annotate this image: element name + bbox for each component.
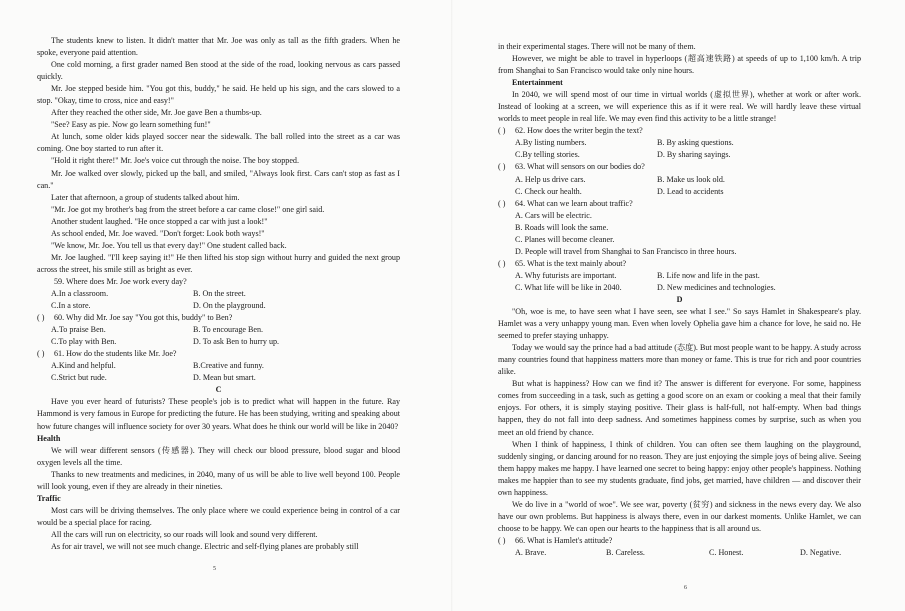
question-62: [498, 125, 861, 137]
answer-bracket[interactable]: ( ): [498, 258, 506, 268]
option-b: B. By asking questions.: [657, 138, 734, 148]
question-59-options: [37, 288, 400, 312]
answer-bracket[interactable]: ( ): [498, 126, 506, 136]
passage-paragraph: But what is happiness? How can we find it? The answer is different for everyone. For some, happiness comes from succeeding in a task, such as getting a good score on an exam or cooking a meal that their family enjoys. For others, it is simply staying positive. Their glass is half-full, not half-empty. When bad things happen, they do not fall into deep sadness. And sometimes happiness comes by surprise, such as when you meet an old friend by chance.: [498, 379, 861, 437]
question-number: 64: [515, 198, 524, 208]
passage-paragraph: We do live in a "world of woe". We see war, poverty (贫穷) and sickness in the news every day. We also have our own problems. But happiness is always there, even in our darkest moments. Unlike Hamlet, we can choose to be happy. We can open our hearts to the happiness that is all around us.: [498, 499, 861, 533]
option-b: B. Roads will look the same.: [515, 222, 609, 232]
answer-bracket[interactable]: ( ): [498, 162, 506, 172]
passage-paragraph: As school ended, Mr. Joe waved. "Don't forget: Look both ways!": [51, 228, 265, 238]
passage-paragraph: "We know, Mr. Joe. You tell us that every day!" One student called back.: [51, 240, 287, 250]
passage-paragraph: After they reached the other side, Mr. Joe gave Ben a thumbs-up.: [51, 108, 262, 118]
question-text: . How does the writer begin the text?: [523, 126, 643, 136]
option-b: B. Make us look old.: [657, 174, 725, 184]
right-page: [452, 0, 905, 611]
right-column: [498, 41, 861, 559]
left-page: [0, 0, 452, 611]
answer-bracket[interactable]: ( ): [37, 313, 45, 323]
question-text: . Where does Mr. Joe work every day?: [62, 276, 187, 286]
question-text: . How do the students like Mr. Joe?: [62, 349, 177, 359]
health-paragraph: Thanks to new treatments and medicines, in 2040, many of us will be able to live well beyond 100. People will look young, even if they are already in their nineties.: [37, 469, 400, 491]
passage-paragraph: "Mr. Joe got my brother's bag from the street before a car came close!" one girl said.: [51, 204, 325, 214]
question-number: 59: [54, 276, 63, 286]
question-64-options: [498, 210, 861, 258]
option-c: C.To play with Ben.: [51, 337, 117, 347]
option-d: D. Mean but smart.: [193, 373, 256, 383]
option-d: D. People will travel from Shanghai to San Francisco in three hours.: [515, 246, 737, 256]
question-61: [37, 348, 400, 360]
question-number: 63: [515, 162, 524, 172]
traffic-paragraph: As for air travel, we will not see much change. Electric and self-flying planes are probably still: [51, 541, 359, 551]
option-b: B.Creative and funny.: [193, 361, 264, 371]
question-66: [498, 535, 861, 547]
page-number: 5: [213, 566, 216, 572]
option-a: A. Brave.: [515, 547, 547, 557]
option-d: D. To ask Ben to hurry up.: [193, 337, 280, 347]
question-60: [37, 312, 400, 324]
question-text: . What will sensors on our bodies do?: [523, 162, 645, 172]
question-text: . What is the text mainly about?: [523, 258, 627, 268]
question-59: [37, 276, 400, 288]
question-65-options: [498, 270, 861, 294]
question-63-options: [498, 174, 861, 198]
passage-paragraph: One cold morning, a first grader named Ben stood at the side of the road, looking nervous as cars passed quickly.: [37, 60, 400, 82]
question-number: 65: [515, 258, 524, 268]
option-b: B. Life now and life in the past.: [657, 270, 760, 280]
passage-paragraph: Later that afternoon, a group of students talked about him.: [51, 192, 240, 202]
question-60-options: [37, 324, 400, 348]
option-c: C.In a store.: [51, 301, 91, 311]
section-d-heading: D: [676, 294, 683, 304]
option-a: A. Why futurists are important.: [515, 270, 617, 280]
passage-paragraph: Mr. Joe stepped beside him. "You got this, buddy," he said. He held up his sign, and the cars slowed to a stop. "Okay, time to cross, nice and easy!": [37, 84, 400, 106]
option-b: B. Careless.: [606, 547, 645, 557]
entertainment-heading: Entertainment: [512, 78, 563, 88]
question-number: 66: [515, 535, 524, 545]
option-a: A.Kind and helpful.: [51, 361, 116, 371]
passage-paragraph: At lunch, some older kids played soccer near the sidewalk. The ball rolled into the street as a car was coming. One boy started to run after it.: [37, 132, 400, 154]
left-column: [37, 35, 400, 553]
question-number: 61: [54, 349, 63, 359]
question-text: . What is Hamlet's attitude?: [523, 535, 613, 545]
question-number: 62: [515, 126, 524, 136]
option-b: B. To encourage Ben.: [193, 325, 264, 335]
passage-paragraph: "See? Easy as pie. Now go learn something fun!": [51, 120, 211, 130]
option-d: D. Lead to accidents: [657, 186, 724, 196]
section-c-heading: C: [215, 385, 222, 395]
question-text: . What can we learn about traffic?: [523, 198, 633, 208]
option-c: C.By telling stories.: [515, 150, 580, 160]
option-a: A. Help us drive cars.: [515, 174, 586, 184]
passage-paragraph: "Oh, woe is me, to have seen what I have seen, see what I see." So says Hamlet in Shakespeare's play. Hamlet was a very unhappy young man. Even when lovely Ophelia gave him a chance for love, he said no. He seemed to prefer staying unhappy.: [498, 307, 861, 341]
health-paragraph: We will wear different sensors (传感器). They will check our blood pressure, blood sugar and blood oxygen levels all the time.: [37, 445, 400, 467]
option-a: A.To praise Ben.: [51, 325, 106, 335]
traffic-paragraph: All the cars will run on electricity, so our roads will look and sound very different.: [51, 529, 318, 539]
question-64: [498, 198, 861, 210]
answer-bracket[interactable]: [37, 276, 54, 288]
option-d: D. On the playground.: [193, 301, 266, 311]
question-63: [498, 161, 861, 173]
question-66-options: [498, 547, 861, 559]
passage-paragraph: When I think of happiness, I think of children. You can often see them laughing on the playground, suddenly singing, or dancing around for no reason. They are just enjoying the simple joys of being alive. Seeing them happy makes me happy. I have learned one secret to being happy: enjoy other people's happiness. Nothing makes me happier than to see my students graduate, find jobs, get married, have children — and discover their own happiness.: [498, 439, 861, 497]
question-62-options: [498, 137, 861, 161]
option-c: C.Strict but rude.: [51, 373, 107, 383]
option-c: C. Check our health.: [515, 186, 582, 196]
passage-paragraph: "Hold it right there!" Mr. Joe's voice cut through the noise. The boy stopped.: [51, 156, 299, 166]
option-a: A. Cars will be electric.: [515, 210, 592, 220]
option-d: D. New medicines and technologies.: [657, 282, 776, 292]
option-c: C. Honest.: [709, 547, 744, 557]
option-c: C. What life will be like in 2040.: [515, 282, 622, 292]
passage-paragraph: Today we would say the prince had a bad attitude (态度). But most people want to be happy. A study across many countries found that happiness matters more than money or fame. This is true for rich and poor countries alike.: [498, 343, 861, 377]
passage-paragraph: Another student laughed. "He once stopped a car with just a look!": [51, 216, 268, 226]
option-a: A.In a classroom.: [51, 288, 109, 298]
traffic-heading: Traffic: [37, 493, 61, 503]
page-number: 6: [684, 585, 687, 591]
option-d: D. Negative.: [800, 547, 842, 557]
answer-bracket[interactable]: ( ): [37, 349, 45, 359]
health-heading: Health: [37, 433, 61, 443]
option-a: A.By listing numbers.: [515, 138, 587, 148]
passage-paragraph: The students knew to listen. It didn't matter that Mr. Joe was only as tall as the fifth graders. When he spoke, everyone paid attention.: [37, 36, 400, 58]
option-c: C. Planes will become cleaner.: [515, 234, 615, 244]
continued-line: in their experimental stages. There will not be many of them.: [498, 42, 696, 51]
question-65: [498, 258, 861, 270]
section-c-intro: Have you ever heard of futurists? These people's job is to predict what will happen in the future. Ray Hammond is very famous in Europe for predicting the future. He has been studying, writing and speaking about how future changes will influence society for over 30 years. What does he think our world will be like in 2040?: [37, 397, 400, 431]
entertainment-paragraph: In 2040, we will spend most of our time in virtual worlds (虚拟世界), whether at work or after work. Instead of looking at a screen, we will experience this as if it were real. We will hardly leave these virtual worlds to meet people in real life. We may even find this activity to be a little strange!: [498, 90, 861, 124]
hyperloop-paragraph: However, we might be able to travel in hyperloops (超高速铁路) at speeds of up to 1,100 km/h. A trip from Shanghai to San Francisco would take only nine hours.: [498, 54, 861, 76]
traffic-paragraph: Most cars will be driving themselves. The only place where we could experience being in control of a car would be a special place for racing.: [37, 505, 400, 527]
question-61-options: [37, 360, 400, 384]
passage-paragraph: Mr. Joe walked over slowly, picked up the ball, and smiled, "Always look first. Cars can't stop as fast as I can.": [37, 168, 400, 190]
answer-bracket[interactable]: ( ): [498, 535, 506, 545]
passage-paragraph: Mr. Joe laughed. "I'll keep saying it!" He then lifted his stop sign without hurry and guided the next group across the street, his smile still as bright as ever.: [37, 252, 400, 274]
answer-bracket[interactable]: ( ): [498, 198, 506, 208]
option-b: B. On the street.: [193, 288, 246, 298]
question-number: 60: [54, 313, 63, 323]
option-d: D. By sharing sayings.: [657, 150, 731, 160]
question-text: . Why did Mr. Joe say "You got this, buddy" to Ben?: [62, 313, 233, 323]
